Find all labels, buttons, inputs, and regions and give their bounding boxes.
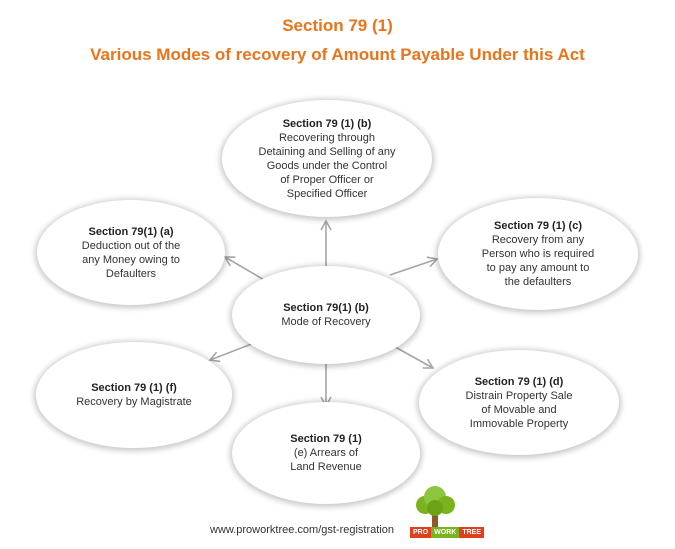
- node-left-body: Deduction out of the any Money owing to Defaulters: [81, 239, 181, 280]
- node-center: [232, 266, 420, 364]
- node-top-body: Recovering through Detaining and Selling of any Goods under the Control of Proper Officer or Specified Officer: [258, 131, 396, 200]
- node-bottom-right-body: Distrain Property Sale of Movable and Immovable Property: [465, 389, 573, 430]
- node-bottom-left-body: Recovery by Magistrate: [76, 396, 192, 408]
- node-bottom-left: [36, 342, 232, 448]
- node-top-title: Section 79 (1) (b): [282, 117, 372, 130]
- node-bottom-body: (e) Arrears of Land Revenue: [290, 447, 362, 473]
- logo-word-tree: TREE: [459, 527, 484, 538]
- logo-wordmark: [410, 527, 484, 538]
- node-right-title: Section 79 (1) (c): [493, 220, 583, 232]
- page-title: Section 79 (1): [282, 16, 393, 35]
- node-top: [222, 100, 432, 217]
- node-left-title: Section 79(1) (a): [88, 225, 174, 238]
- node-bottom-title: Section 79 (1): [290, 433, 362, 445]
- logo-word-work: WORK: [431, 527, 459, 538]
- arrow-to-right: [390, 259, 437, 275]
- node-bottom-right: [419, 350, 619, 455]
- page-subtitle: Various Modes of recovery of Amount Payable Under this Act: [90, 45, 585, 64]
- node-bottom: [232, 402, 420, 504]
- arrow-to-left: [225, 257, 266, 281]
- node-left: [37, 200, 225, 305]
- footer-url: www.proworktree.com/gst-registration: [210, 524, 395, 536]
- node-bottom-right-title: Section 79 (1) (d): [474, 375, 564, 388]
- node-right: [438, 198, 638, 310]
- logo-word-pro: PRO: [410, 527, 431, 538]
- node-center-title: Section 79(1) (b): [283, 302, 369, 314]
- proworktree-logo: [410, 485, 486, 543]
- node-right-body: Recovery from any Person who is required to pay any amount to the defaulters: [481, 234, 595, 288]
- node-center-body: Mode of Recovery: [281, 316, 371, 328]
- tree-icon: [410, 485, 486, 529]
- node-bottom-left-title: Section 79 (1) (f): [91, 382, 177, 394]
